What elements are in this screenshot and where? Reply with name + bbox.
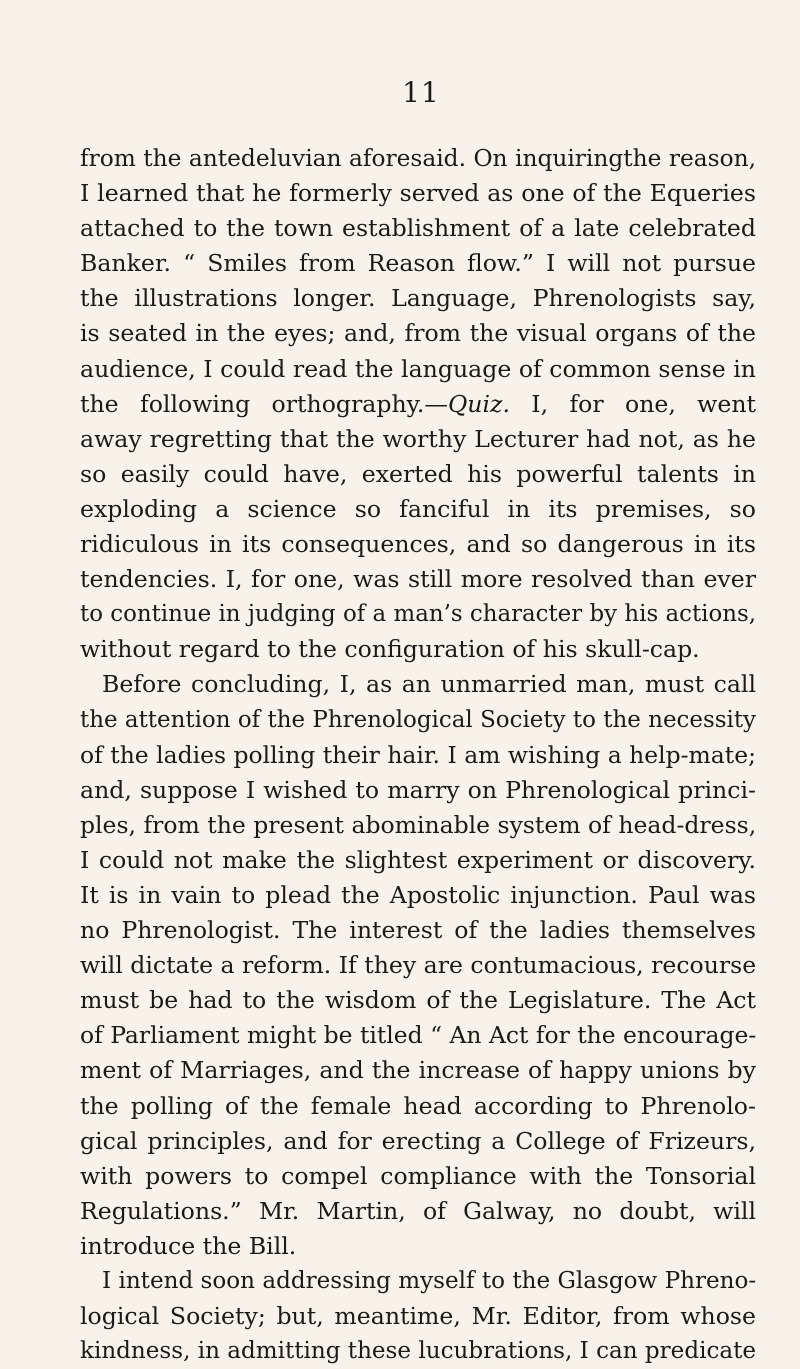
text-line: ment of Marriages, and the increase of happy unions by	[80, 1056, 756, 1085]
text-line: the illustrations longer. Language, Phrenologists say,	[80, 284, 756, 313]
text-line: of the ladies polling their hair. I am wishing a help-mate;	[80, 740, 756, 769]
text-line: to continue in judging of a man’s character by his actions,	[80, 601, 756, 628]
text-line: ridiculous in its consequences, and so dangerous in its	[80, 530, 756, 559]
text-line: from the antedeluvian aforesaid. On inquiringthe reason,	[80, 145, 756, 172]
text-line: tendencies. I, for one, was still more resolved than ever	[80, 565, 756, 594]
text-line: is seated in the eyes; and, from the visual organs of the	[80, 319, 756, 348]
text-line: I learned that he formerly served as one of the Equeries	[80, 179, 756, 208]
text-line: Banker. “ Smiles from Reason flow.” I will not pursue	[80, 249, 756, 278]
text-line: Regulations.” Mr. Martin, of Galway, no doubt, will	[80, 1196, 756, 1225]
text-line: audience, I could read the language of common sense in	[80, 354, 756, 383]
text-line: I intend soon addressing myself to the Glasgow Phreno-	[102, 1268, 757, 1294]
text-line: introduce the Bill.	[80, 1231, 297, 1260]
text-line: attached to the town establishment of a late celebrated	[80, 214, 756, 243]
text-line: the following orthography.—Quiz. I, for one, went	[80, 389, 757, 418]
text-line: kindness, in admitting these lucubrations, I can predicate	[80, 1338, 756, 1365]
text-line: with powers to compel compliance with the Tonsorial	[80, 1161, 756, 1190]
text-line: and, suppose I wished to marry on Phrenological princi-	[80, 775, 756, 804]
text-line: away regretting that the worthy Lecturer had not, as he	[80, 424, 756, 453]
text-line: without regard to the configuration of his skull-cap.	[80, 635, 700, 664]
text-line: It is in vain to plead the Apostolic injunction. Paul was	[80, 880, 756, 909]
text-line: will dictate a reform. If they are contumacious, recourse	[80, 951, 757, 980]
text-line: no Phrenologist. The interest of the ladies themselves	[80, 916, 756, 945]
italic-word: Quiz.	[447, 389, 510, 418]
text-line: I could not make the slightest experiment or discovery.	[80, 845, 756, 874]
body-text	[80, 141, 756, 1369]
text-line: of Parliament might be titled “ An Act for the encourage-	[80, 1021, 757, 1050]
text-line: ples, from the present abominable system of head-dress,	[80, 810, 757, 839]
text-line: the attention of the Phrenological Society to the necessity	[80, 706, 756, 733]
page-number: 11	[402, 76, 440, 109]
text-line: so easily could have, exerted his powerful talents in	[80, 459, 756, 488]
text-line: gical principles, and for erecting a College of Frizeurs,	[80, 1126, 756, 1155]
text-line: exploding a science so fanciful in its premises, so	[80, 494, 756, 523]
text-line: must be had to the wisdom of the Legislature. The Act	[80, 986, 756, 1015]
text-line: the polling of the female head according to Phrenolo-	[80, 1091, 756, 1120]
text-line: Before concluding, I, as an unmarried man, must call	[102, 670, 756, 699]
text-line: logical Society; but, meantime, Mr. Editor, from whose	[80, 1302, 756, 1331]
